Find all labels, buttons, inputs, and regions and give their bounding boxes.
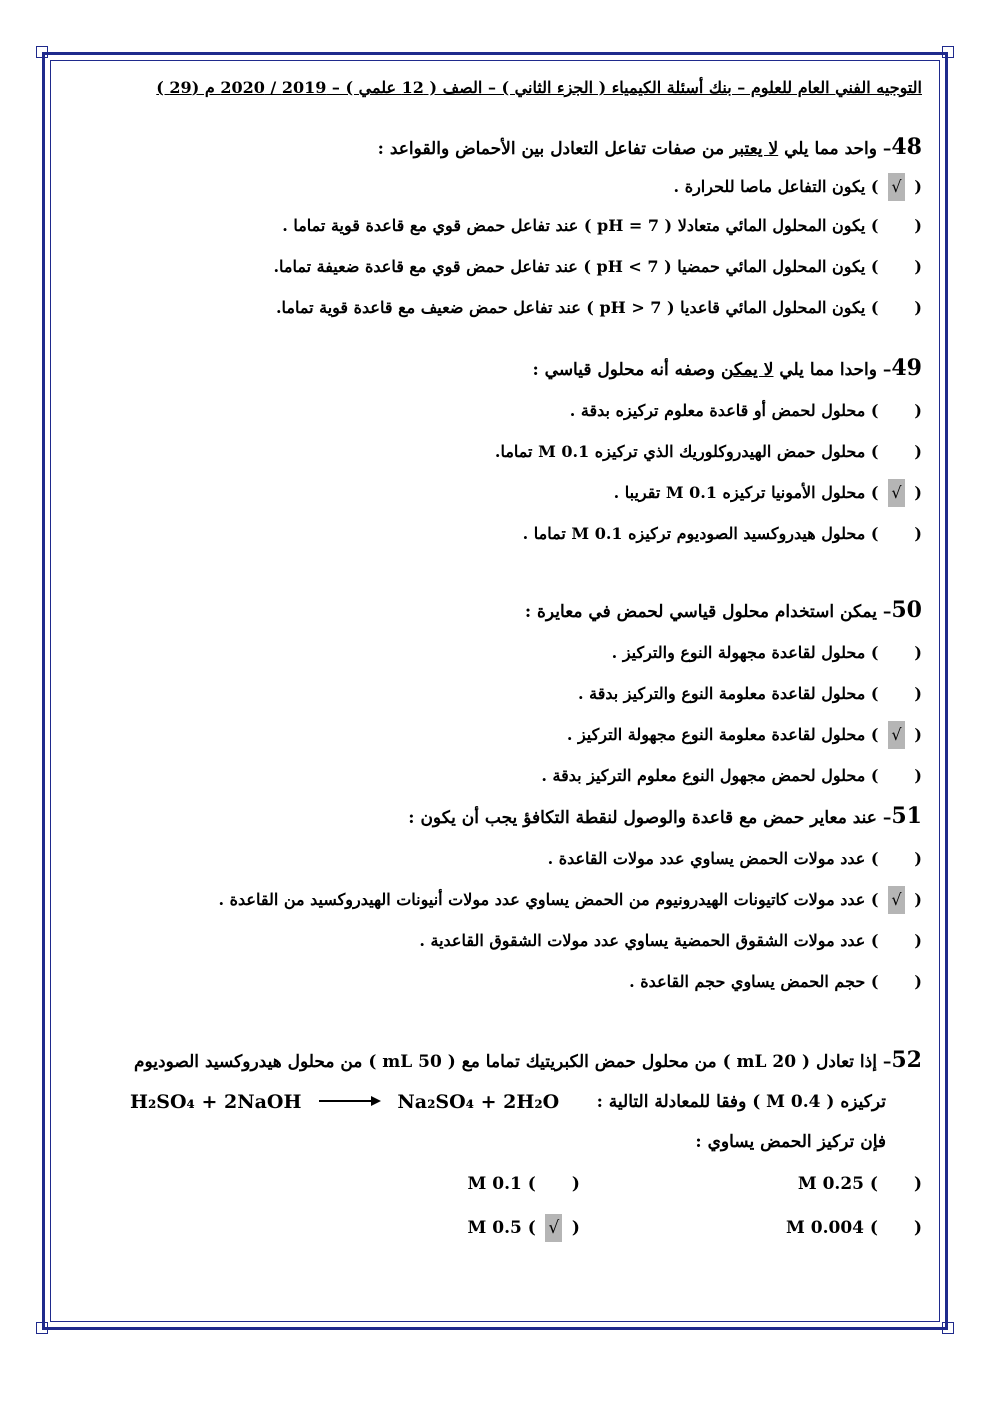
reaction-arrow-icon	[319, 1100, 379, 1102]
answer-row	[70, 1206, 922, 1250]
question-48	[70, 127, 922, 328]
answer-option: () يكون المحلول المائي حمضيا ( pH < 7 ) عند تفاعل حمض قوي مع قاعدة ضعيفة تماما.	[273, 257, 922, 276]
page-header: التوجيه الفني العام للعلوم – بنك أسئلة الكيمياء ( الجزء الثاني ) – الصف ( 12 علمي ) – 2019 / 2020 م (29 )	[156, 78, 922, 97]
border-corner	[36, 1322, 48, 1334]
question-number: 49	[891, 355, 922, 381]
negation-underlined: لا يمكن	[720, 360, 774, 380]
answer-option: (√) محلول لقاعدة معلومة النوع مجهولة التركيز .	[70, 714, 922, 755]
answer-option: () حجم الحمض يساوي حجم القاعدة .	[629, 972, 922, 991]
question-50	[70, 590, 922, 796]
question-51	[70, 796, 922, 1002]
border-corner	[942, 1322, 954, 1334]
answer-option: () عدد مولات الشقوق الحمضية يساوي عدد مولات الشقوق القاعدية .	[419, 931, 922, 950]
check-mark: √	[545, 1214, 562, 1242]
question-stem: 48– واحد مما يلي لا يعتبر من صفات تفاعل التعادل بين الأحماض والقواعد :	[377, 134, 922, 160]
answer-option: () محلول هيدروكسيد الصوديوم تركيزه 0.1 M تماما .	[522, 524, 922, 543]
answer-option: () يكون المحلول المائي متعادلا ( pH = 7 ) عند تفاعل حمض قوي مع قاعدة قوية تماما .	[282, 216, 922, 235]
question-stem: 50– يمكن استخدام محلول قياسي لحمض في معايرة :	[524, 597, 922, 623]
answer-row	[70, 1162, 922, 1206]
question-stem: 52– إذا تعادل ( 20 mL ) من محلول حمض الكبريتيك تماما مع ( 50 mL ) من محلول هيدروكسيد الصوديوم	[133, 1047, 922, 1073]
answer-option: () محلول لقاعدة مجهولة النوع والتركيز .	[611, 643, 922, 662]
question-stem: 49– واحدا مما يلي لا يمكن وصفه أنه محلول قياسي :	[532, 355, 922, 381]
answer-option: () 0.1 M	[467, 1174, 580, 1194]
question-52	[70, 1040, 922, 1250]
answer-option: () يكون المحلول المائي قاعديا ( pH > 7 ) عند تفاعل حمض ضعيف مع قاعدة قوية تماما.	[275, 298, 922, 317]
document-page	[70, 72, 922, 1250]
border-corner	[942, 46, 954, 58]
question-stem-line2: تركيزه ( 0.4 M ) وفقا للمعادلة التالية : H₂SO₄ + 2NaOH Na₂SO₄ + 2H₂O	[70, 1082, 922, 1122]
question-stem-line3: فإن تركيز الحمض يساوي :	[695, 1132, 886, 1152]
border-corner	[36, 46, 48, 58]
answer-option: () محلول لقاعدة معلومة النوع والتركيز بدقة .	[578, 684, 922, 703]
answer-option: () عدد مولات الحمض يساوي عدد مولات القاعدة .	[547, 849, 922, 868]
answer-option: (√) 0.5 M	[300, 1206, 580, 1250]
question-number: 50	[891, 597, 922, 623]
negation-underlined: لا يعتبر	[730, 139, 779, 159]
question-number: 48	[891, 134, 922, 160]
answer-option: () محلول حمض الهيدروكلوريك الذي تركيزه 0.1 M تماما.	[494, 442, 922, 461]
answer-option: (√) محلول الأمونيا تركيزه 0.1 M تقريبا .	[70, 472, 922, 513]
check-mark: √	[888, 721, 904, 749]
question-stem: 51– عند معاير حمض مع قاعدة والوصول لنقطة التكافؤ يجب أن يكون :	[408, 803, 922, 829]
check-mark: √	[888, 479, 904, 507]
chemical-equation: H₂SO₄ + 2NaOH Na₂SO₄ + 2H₂O	[130, 1091, 560, 1113]
question-number: 51	[891, 803, 922, 829]
answer-option: () 0.004 M	[786, 1218, 922, 1238]
check-mark: √	[888, 173, 904, 201]
question-number: 52	[891, 1047, 922, 1073]
answer-option: (√) يكون التفاعل ماصا للحرارة .	[70, 169, 922, 205]
answer-option: () محلول لحمض أو قاعدة معلوم تركيزه بدقة .	[569, 401, 922, 420]
answer-option: () 0.25 M	[797, 1174, 922, 1194]
answer-option: () محلول لحمض مجهول النوع معلوم التركيز بدقة .	[541, 766, 922, 785]
question-49	[70, 348, 922, 554]
check-mark: √	[888, 886, 904, 914]
answer-option: (√) عدد مولات كاتيونات الهيدرونيوم من الحمض يساوي عدد مولات أنيونات الهيدروكسيد من القاعدة .	[70, 879, 922, 920]
